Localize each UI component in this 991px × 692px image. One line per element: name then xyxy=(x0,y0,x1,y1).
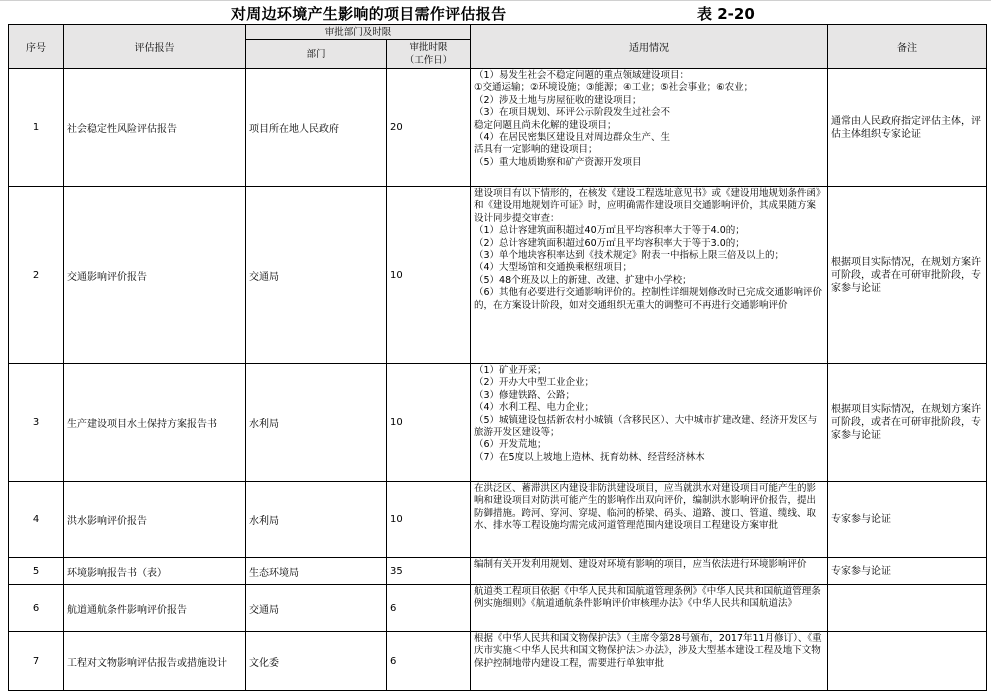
condition-line: 根据《中华人民共和国文物保护法》（主席令第28号颁布，2017年11月修订）、《重庆市实施＜中华人民共和国文物保护法＞办法》，涉及大型基本建设工程及地下文物保护控制地带内建设工程，需要进行单独审批 xyxy=(474,633,822,669)
row-applicable-conditions xyxy=(471,482,828,558)
table-row xyxy=(9,364,987,482)
row-department: 水利局 xyxy=(246,364,387,482)
row-remark: 专家参与论证 xyxy=(828,482,987,558)
row-applicable-conditions xyxy=(471,69,828,187)
row-applicable-conditions xyxy=(471,585,828,632)
header-approval-group: 审批部门及时限 xyxy=(246,25,471,40)
row-seq: 2 xyxy=(9,187,64,364)
condition-line: （4）水利工程、电力企业； xyxy=(474,402,595,414)
header-seq: 序号 xyxy=(9,25,64,69)
row-report-name: 社会稳定性风险评估报告 xyxy=(64,69,246,187)
condition-line: 建设项目有以下情形的，在核发《建设工程选址意见书》或《建设用地规划条件函》和《建设用地规划许可证》时，应明确需作建设项目交通影响评价，其成果随方案设计同步提交审查： xyxy=(474,188,821,224)
row-applicable-conditions xyxy=(471,632,828,691)
row-report-name: 工程对文物影响评估报告或措施设计 xyxy=(64,632,246,691)
row-report-name: 生产建设项目水土保持方案报告书 xyxy=(64,364,246,482)
top-grid-line xyxy=(0,0,991,1)
row-time-limit: 35 xyxy=(387,558,471,585)
condition-line: （5）重大地质勘察和矿产资源开发项目 xyxy=(474,156,642,168)
condition-line: ①交通运输；②环境设施；③能源；④工业；⑤社会事业；⑥农业； xyxy=(474,82,754,94)
table-row xyxy=(9,585,987,632)
table-row xyxy=(9,482,987,558)
page-title: 对周边环境产生影响的项目需作评估报告 xyxy=(231,5,507,23)
condition-line: 稳定问题且尚未化解的建设项目； xyxy=(474,119,617,131)
row-time-limit: 20 xyxy=(387,69,471,187)
row-department: 生态环境局 xyxy=(246,558,387,585)
table-number: 表 2-20 xyxy=(697,5,755,23)
condition-line: （7）在5度以上坡地上造林、抚育幼林、经营经济林木 xyxy=(474,451,705,463)
row-department: 文化委 xyxy=(246,632,387,691)
row-remark: 通常由人民政府指定评估主体，评估主体组织专家论证 xyxy=(828,69,987,187)
row-time-limit: 10 xyxy=(387,364,471,482)
condition-line: （3）修建铁路、公路； xyxy=(474,389,576,401)
row-time-limit: 6 xyxy=(387,585,471,632)
row-seq: 6 xyxy=(9,585,64,632)
row-remark xyxy=(828,632,987,691)
row-report-name: 环境影响报告书（表） xyxy=(64,558,246,585)
row-department: 交通局 xyxy=(246,187,387,364)
row-seq: 4 xyxy=(9,482,64,558)
header-remark: 备注 xyxy=(828,25,987,69)
row-applicable-conditions xyxy=(471,187,828,364)
header-limit: 审批时限 （工作日） xyxy=(387,40,471,69)
row-remark: 根据项目实际情况，在规划方案许可阶段，或者在可研审批阶段，专家参与论证 xyxy=(828,187,987,364)
row-seq: 1 xyxy=(9,69,64,187)
condition-line: （6）开发荒地； xyxy=(474,439,547,451)
row-applicable-conditions xyxy=(471,364,828,482)
row-time-limit: 6 xyxy=(387,632,471,691)
row-applicable-conditions xyxy=(471,558,828,585)
condition-line: （6）其他有必要进行交通影响评价的。控制性详细规划修改时已完成交通影响评价的，在方案设计阶段，如对交通组织无重大的调整可不再进行交通影响评价 xyxy=(474,287,823,311)
row-time-limit: 10 xyxy=(387,187,471,364)
row-seq: 3 xyxy=(9,364,64,482)
table-row xyxy=(9,69,987,187)
condition-line: （1）易发生社会不稳定问题的重点领域建设项目： xyxy=(474,70,690,81)
condition-line: （4）大型场馆和交通换乘枢纽项目； xyxy=(474,262,633,274)
row-report-name: 航道通航条件影响评价报告 xyxy=(64,585,246,632)
condition-line: （2）涉及土地与房屋征收的建设项目； xyxy=(474,94,642,106)
row-seq: 7 xyxy=(9,632,64,691)
header-report: 评估报告 xyxy=(64,25,246,69)
condition-line: 活具有一定影响的建设项目； xyxy=(474,144,598,156)
row-remark xyxy=(828,585,987,632)
row-seq: 5 xyxy=(9,558,64,585)
assessment-table xyxy=(8,24,987,691)
row-report-name: 交通影响评价报告 xyxy=(64,187,246,364)
row-remark: 专家参与论证 xyxy=(828,558,987,585)
condition-line: 航道类工程项目依据《中华人民共和国航道管理条例》《中华人民共和国航道管理条例实施细则》《航道通航条件影响评价审核理办法》《中华人民共和国航道法》 xyxy=(474,586,821,610)
row-report-name: 洪水影响评价报告 xyxy=(64,482,246,558)
row-department: 交通局 xyxy=(246,585,387,632)
condition-line: （1）矿业开采； xyxy=(474,365,547,376)
condition-line: （5）48个班及以上的新建、改建、扩建中小学校； xyxy=(474,274,692,286)
condition-line: 编制有关开发利用规划、建设对环境有影响的项目，应当依法进行环境影响评价 xyxy=(474,559,807,570)
table-row xyxy=(9,187,987,364)
row-time-limit: 10 xyxy=(387,482,471,558)
header-applicable: 适用情况 xyxy=(471,25,828,69)
table-row xyxy=(9,632,987,691)
table-row xyxy=(9,558,987,585)
condition-line: （3）单个地块容积率达到《技术规定》附表一中指标上限三倍及以上的； xyxy=(474,250,785,262)
condition-line: （4）在居民密集区建设且对周边群众生产、生 xyxy=(474,132,671,144)
condition-line: （2）开办大中型工业企业； xyxy=(474,377,595,389)
condition-line: （1）总计容建筑面积超过40万㎡且平均容积率大于等于4.0的； xyxy=(474,225,745,237)
condition-line: （3）在项目规划、环评公示阶段发生过社会不 xyxy=(474,107,671,119)
row-remark: 根据项目实际情况，在规划方案许可阶段，或者在可研审批阶段，专家参与论证 xyxy=(828,364,987,482)
condition-line: （2）总计容建筑面积超过60万㎡且平均容积率大于等于3.0的； xyxy=(474,237,745,249)
title-bar xyxy=(0,0,991,24)
condition-line: 在洪泛区、蓄滞洪区内建设非防洪建设项目，应当就洪水对建设项目可能产生的影响和建设项目对防洪可能产生的影响作出双向评价，编制洪水影响评价报告，提出防御措施。跨河、穿河、穿堤、临河的桥梁、码头、道路、渡口、管道、缆线、取水、排水等工程设施均需完成河道管理范围内建设项目工程建设方案审批 xyxy=(474,483,817,532)
condition-line: （5）城镇建设包括新农村小城镇（含移民区）、大中城市扩建改建、经济开发区与旅游开发区建设等； xyxy=(474,414,818,439)
row-department: 水利局 xyxy=(246,482,387,558)
header-dept: 部门 xyxy=(246,40,387,69)
row-department: 项目所在地人民政府 xyxy=(246,69,387,187)
